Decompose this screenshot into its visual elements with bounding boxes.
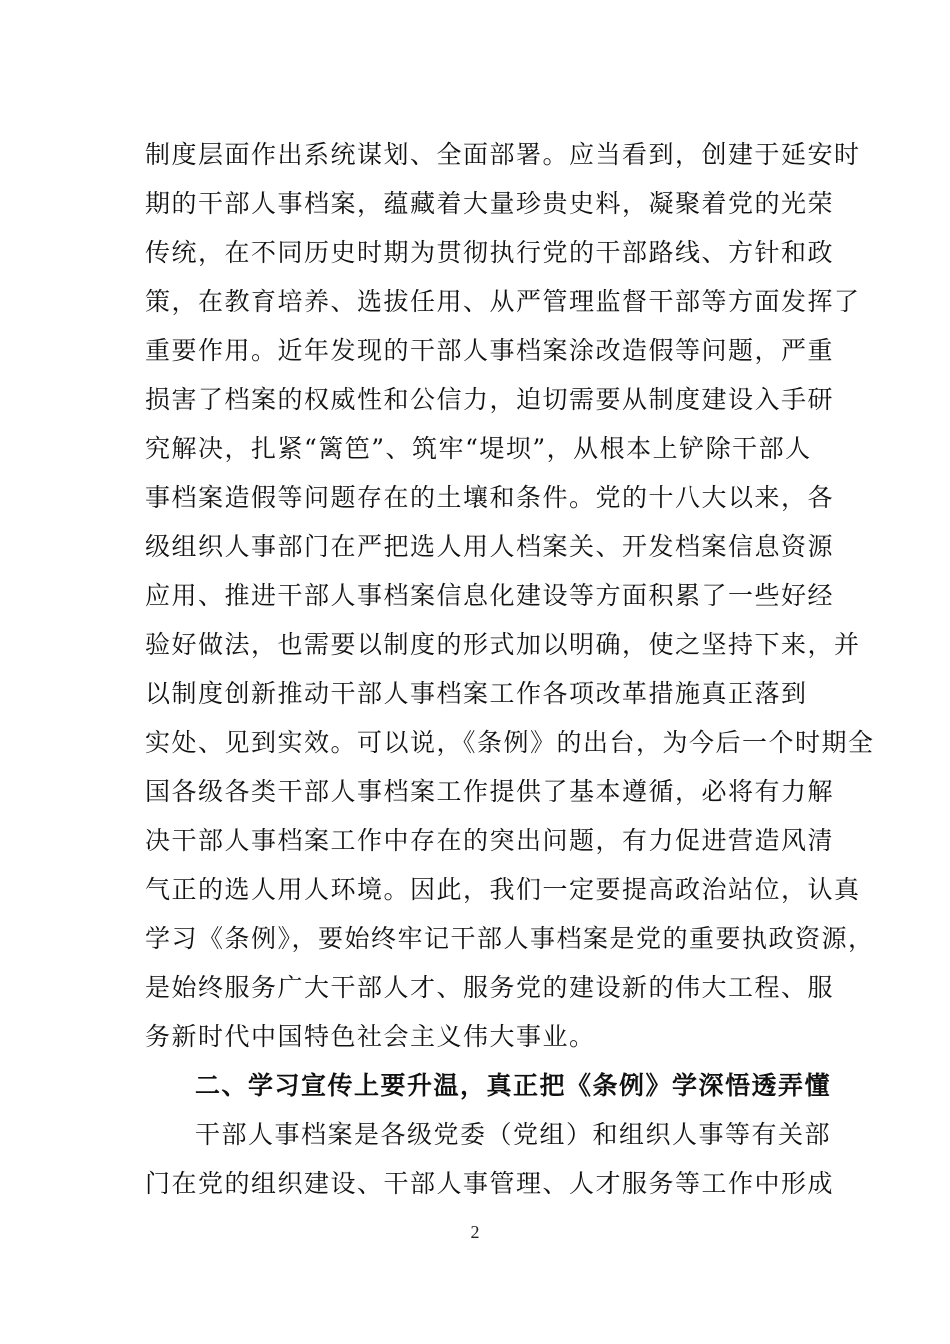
body-line: 实处、见到实效。可以说，《条例》的出台，为今后一个时期全 xyxy=(145,728,875,757)
body-line: 期的干部人事档案，蕴藏着大量珍贵史料，凝聚着党的光荣 xyxy=(145,189,835,218)
body-line: 务新时代中国特色社会主义伟大事业。 xyxy=(145,1022,596,1051)
section-line: 门在党的组织建设、干部人事管理、人才服务等工作中形成 xyxy=(145,1169,835,1198)
page-number: 2 xyxy=(470,1222,480,1242)
body-line: 气正的选人用人环境。因此，我们一定要提高政治站位，认真 xyxy=(145,875,861,904)
body-line: 重要作用。近年发现的干部人事档案涂改造假等问题，严重 xyxy=(145,336,835,365)
body-line: 验好做法，也需要以制度的形式加以明确，使之坚持下来，并 xyxy=(145,630,861,659)
body-line: 制度层面作出系统谋划、全面部署。应当看到，创建于延安时 xyxy=(145,140,861,169)
body-line: 应用、推进干部人事档案信息化建设等方面积累了一些好经 xyxy=(145,581,835,610)
section-heading: 二、学习宣传上要升温，真正把《条例》学深悟透弄懂 xyxy=(195,1071,832,1100)
section-line: 干部人事档案是各级党委（党组）和组织人事等有关部 xyxy=(195,1120,832,1149)
body-text xyxy=(145,130,875,1208)
body-line: 以制度创新推动干部人事档案工作各项改革措施真正落到 xyxy=(145,679,808,708)
body-line: 损害了档案的权威性和公信力，迫切需要从制度建设入手研 xyxy=(145,385,835,414)
body-line: 学习《条例》，要始终牢记干部人事档案是党的重要执政资源， xyxy=(145,924,875,953)
body-line: 策，在教育培养、选拔任用、从严管理监督干部等方面发挥了 xyxy=(145,287,861,316)
body-line: 是始终服务广大干部人才、服务党的建设新的伟大工程、服 xyxy=(145,973,835,1002)
body-line: 级组织人事部门在严把选人用人档案关、开发档案信息资源 xyxy=(145,532,835,561)
body-line: 决干部人事档案工作中存在的突出问题，有力促进营造风清 xyxy=(145,826,835,855)
body-line: 事档案造假等问题存在的土壤和条件。党的十八大以来，各 xyxy=(145,483,835,512)
body-line: 国各级各类干部人事档案工作提供了基本遵循，必将有力解 xyxy=(145,777,835,806)
body-line: 究解决，扎紧“篱笆”、筑牢“堤坝”，从根本上铲除干部人 xyxy=(145,434,812,463)
body-line: 传统，在不同历史时期为贯彻执行党的干部路线、方针和政 xyxy=(145,238,835,267)
